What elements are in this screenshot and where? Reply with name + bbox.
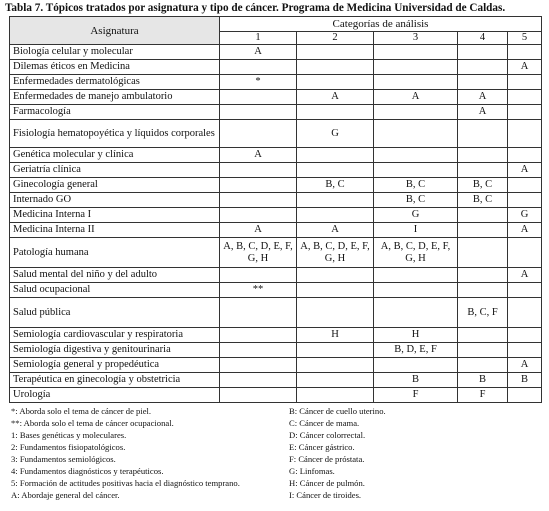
category-1-cell: A, B, C, D, E, F, G, H (220, 238, 297, 268)
category-2-cell (297, 75, 374, 90)
category-2-cell (297, 358, 374, 373)
category-3-cell: G (374, 208, 458, 223)
category-3-cell (374, 60, 458, 75)
category-3-cell: H (374, 328, 458, 343)
category-2-cell: B, C (297, 178, 374, 193)
category-2-cell (297, 45, 374, 60)
category-4-cell (458, 60, 508, 75)
table-row (10, 75, 542, 90)
category-5-cell (508, 148, 542, 163)
table-row (10, 208, 542, 223)
category-2-cell (297, 343, 374, 358)
category-5-cell (508, 343, 542, 358)
subject-cell: Semiología digestiva y genitourinaria (10, 343, 220, 358)
table-row (10, 298, 542, 328)
category-1-cell (220, 358, 297, 373)
category-4-cell (458, 163, 508, 178)
subject-cell: Enfermedades dermatológicas (10, 75, 220, 90)
subject-cell: Enfermedades de manejo ambulatorio (10, 90, 220, 105)
category-5-cell: A (508, 268, 542, 283)
category-1-cell (220, 120, 297, 148)
category-4-cell (458, 75, 508, 90)
category-4-cell (458, 120, 508, 148)
category-4-cell (458, 208, 508, 223)
table-row (10, 283, 542, 298)
table-body (10, 45, 542, 403)
category-2-cell: A (297, 223, 374, 238)
subject-cell: Ginecología general (10, 178, 220, 193)
category-5-cell: A (508, 163, 542, 178)
subject-cell: Salud pública (10, 298, 220, 328)
note-left-item: A: Abordaje general del cáncer. (11, 490, 120, 500)
category-4-cell: A (458, 90, 508, 105)
subject-cell: Medicina Interna II (10, 223, 220, 238)
category-5-cell: G (508, 208, 542, 223)
category-5-cell (508, 75, 542, 90)
category-5-cell (508, 45, 542, 60)
category-3-cell (374, 45, 458, 60)
category-3-cell (374, 268, 458, 283)
note-right-item: C: Cáncer de mama. (289, 418, 360, 428)
category-2-cell (297, 193, 374, 208)
note-right-item: D: Cáncer colorrectal. (289, 430, 366, 440)
subject-cell: Genética molecular y clínica (10, 148, 220, 163)
category-4-cell (458, 328, 508, 343)
note-right-item: F: Cáncer de próstata. (289, 454, 365, 464)
subject-cell: Terapéutica en ginecología y obstetricia (10, 373, 220, 388)
category-1-cell (220, 90, 297, 105)
notes-right-column (289, 405, 549, 501)
table-row (10, 120, 542, 148)
category-1-cell: ** (220, 283, 297, 298)
category-2-cell: G (297, 120, 374, 148)
header-category-4: 4 (458, 32, 508, 45)
table-row (10, 148, 542, 163)
category-1-cell (220, 373, 297, 388)
category-1-cell (220, 343, 297, 358)
table-row (10, 178, 542, 193)
category-2-cell: H (297, 328, 374, 343)
table-row (10, 193, 542, 208)
notes-left-column (11, 405, 291, 501)
category-2-cell (297, 148, 374, 163)
category-1-cell (220, 298, 297, 328)
category-5-cell (508, 388, 542, 403)
category-5-cell (508, 283, 542, 298)
category-5-cell: A (508, 223, 542, 238)
category-4-cell (458, 283, 508, 298)
category-5-cell (508, 178, 542, 193)
table-caption: Tabla 7. Tópicos tratados por asignatura y tipo de cáncer. Programa de Medicina Universidad de Caldas. (5, 2, 506, 14)
note-right-item: G: Linfomas. (289, 466, 335, 476)
category-4-cell (458, 358, 508, 373)
category-5-cell (508, 105, 542, 120)
header-category-5: 5 (508, 32, 542, 45)
note-left-item: *: Aborda solo el tema de cáncer de piel. (11, 406, 152, 416)
subject-cell: Semiología cardiovascular y respiratoria (10, 328, 220, 343)
category-3-cell: B, D, E, F (374, 343, 458, 358)
category-3-cell (374, 120, 458, 148)
subject-cell: Urología (10, 388, 220, 403)
category-3-cell (374, 148, 458, 163)
category-1-cell: A (220, 45, 297, 60)
category-4-cell (458, 343, 508, 358)
category-1-cell (220, 163, 297, 178)
category-3-cell (374, 75, 458, 90)
note-right-item: B: Cáncer de cuello uterino. (289, 406, 386, 416)
subject-cell: Fisiología hematopoyética y líquidos corporales (10, 120, 220, 148)
header-asignatura: Asignatura (10, 17, 220, 45)
table-row (10, 328, 542, 343)
header-category-3: 3 (374, 32, 458, 45)
category-3-cell: B (374, 373, 458, 388)
header-category-2: 2 (297, 32, 374, 45)
note-left-item: **: Aborda solo el tema de cáncer ocupacional. (11, 418, 174, 428)
subject-cell: Medicina Interna I (10, 208, 220, 223)
category-3-cell (374, 298, 458, 328)
note-left-item: 3: Fundamentos semiológicos. (11, 454, 116, 464)
category-2-cell (297, 268, 374, 283)
category-5-cell (508, 120, 542, 148)
category-1-cell (220, 388, 297, 403)
category-2-cell (297, 298, 374, 328)
subject-cell: Semiología general y propedéutica (10, 358, 220, 373)
category-5-cell (508, 90, 542, 105)
category-2-cell (297, 163, 374, 178)
category-1-cell (220, 178, 297, 193)
category-4-cell: F (458, 388, 508, 403)
table-row (10, 223, 542, 238)
category-3-cell: A, B, C, D, E, F, G, H (374, 238, 458, 268)
category-4-cell (458, 148, 508, 163)
category-3-cell (374, 163, 458, 178)
table-row (10, 45, 542, 60)
note-right-item: I: Cáncer de tiroides. (289, 490, 362, 500)
category-1-cell (220, 60, 297, 75)
topics-table (9, 16, 542, 403)
category-1-cell: * (220, 75, 297, 90)
category-3-cell: I (374, 223, 458, 238)
category-1-cell (220, 105, 297, 120)
category-1-cell: A (220, 148, 297, 163)
subject-cell: Dilemas éticos en Medicina (10, 60, 220, 75)
category-2-cell (297, 60, 374, 75)
subject-cell: Internado GO (10, 193, 220, 208)
category-5-cell (508, 328, 542, 343)
note-left-item: 2: Fundamentos fisiopatológicos. (11, 442, 126, 452)
subject-cell: Geriatría clínica (10, 163, 220, 178)
table-row (10, 373, 542, 388)
category-5-cell: A (508, 60, 542, 75)
category-2-cell (297, 373, 374, 388)
category-3-cell: F (374, 388, 458, 403)
table-row (10, 163, 542, 178)
subject-cell: Patología humana (10, 238, 220, 268)
category-5-cell: B (508, 373, 542, 388)
table-row (10, 105, 542, 120)
subject-cell: Salud mental del niño y del adulto (10, 268, 220, 283)
category-3-cell (374, 105, 458, 120)
subject-cell: Farmacología (10, 105, 220, 120)
subject-cell: Biología celular y molecular (10, 45, 220, 60)
header-categorias: Categorías de análisis (220, 17, 542, 32)
category-4-cell (458, 45, 508, 60)
table-row (10, 358, 542, 373)
category-3-cell: B, C (374, 178, 458, 193)
category-4-cell (458, 223, 508, 238)
table-row (10, 60, 542, 75)
category-3-cell: A (374, 90, 458, 105)
category-4-cell: A (458, 105, 508, 120)
note-right-item: E: Cáncer gástrico. (289, 442, 355, 452)
category-5-cell: A (508, 358, 542, 373)
table-row (10, 343, 542, 358)
category-2-cell: A (297, 90, 374, 105)
category-1-cell: A (220, 223, 297, 238)
header-category-1: 1 (220, 32, 297, 45)
category-5-cell (508, 238, 542, 268)
note-left-item: 5: Formación de actitudes positivas hacia el diagnóstico temprano. (11, 478, 240, 488)
category-1-cell (220, 208, 297, 223)
table-row (10, 238, 542, 268)
category-2-cell: A, B, C, D, E, F, G, H (297, 238, 374, 268)
category-4-cell (458, 238, 508, 268)
subject-cell: Salud ocupacional (10, 283, 220, 298)
category-2-cell (297, 208, 374, 223)
table-row (10, 388, 542, 403)
category-4-cell: B, C (458, 193, 508, 208)
note-right-item: H: Cáncer de pulmón. (289, 478, 365, 488)
category-3-cell (374, 283, 458, 298)
category-4-cell: B (458, 373, 508, 388)
category-2-cell (297, 105, 374, 120)
note-left-item: 4: Fundamentos diagnósticos y terapéuticos. (11, 466, 164, 476)
category-3-cell (374, 358, 458, 373)
category-5-cell (508, 193, 542, 208)
category-4-cell (458, 268, 508, 283)
category-1-cell (220, 193, 297, 208)
category-2-cell (297, 388, 374, 403)
note-left-item: 1: Bases genéticas y moleculares. (11, 430, 127, 440)
category-1-cell (220, 328, 297, 343)
table-row (10, 268, 542, 283)
category-3-cell: B, C (374, 193, 458, 208)
category-2-cell (297, 283, 374, 298)
category-4-cell: B, C (458, 178, 508, 193)
category-1-cell (220, 268, 297, 283)
category-5-cell (508, 298, 542, 328)
table-row (10, 90, 542, 105)
category-4-cell: B, C, F (458, 298, 508, 328)
